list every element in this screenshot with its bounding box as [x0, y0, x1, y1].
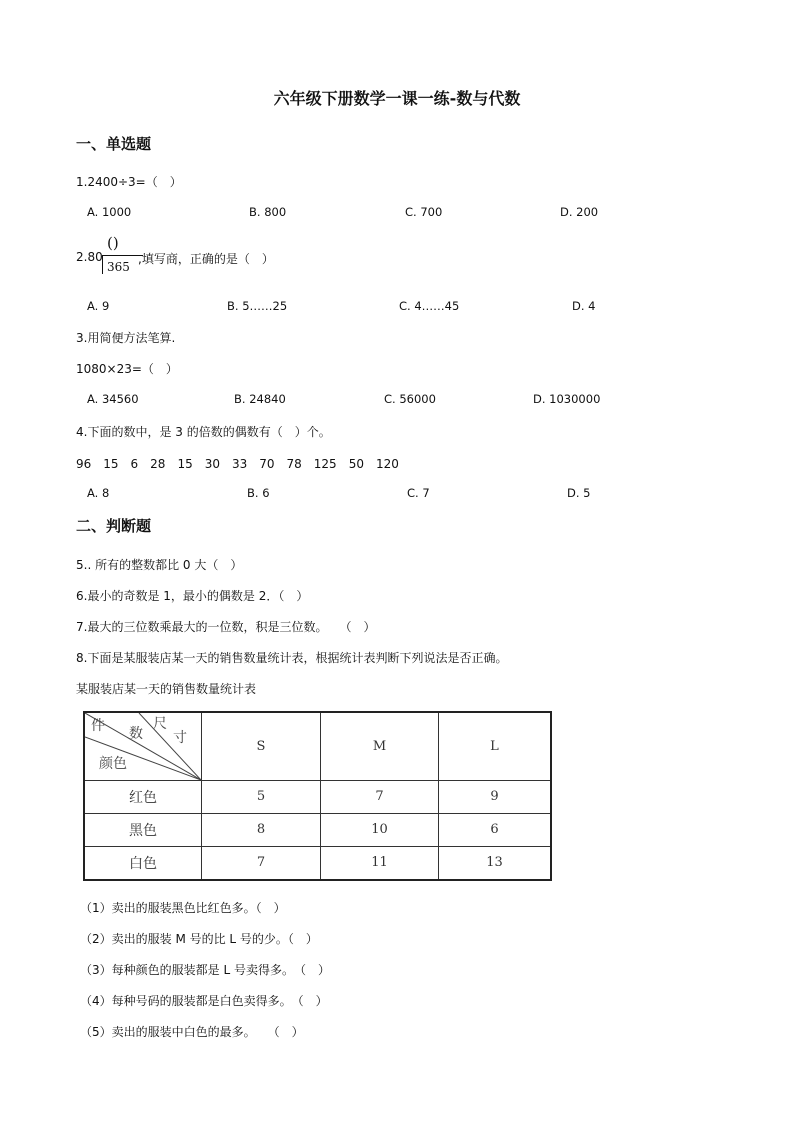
row-label-black: 黑色 [84, 813, 202, 846]
table-cell: 10 [321, 813, 439, 846]
question-5: 5.. 所有的整数都比 0 大（ ） [76, 558, 243, 572]
section-heading-true-false: 二、判断题 [76, 517, 152, 535]
section-heading-single-choice: 一、单选题 [76, 135, 152, 153]
statement-3: （3）每种颜色的服装都是 L 号卖得多。 （ ） [80, 963, 330, 977]
diagonal-header-cell [84, 712, 202, 781]
question-4-stem: 4.下面的数中，是 3 的倍数的偶数有（ ）个。 [76, 425, 331, 439]
table-title: 某服装店某一天的销售数量统计表 [76, 682, 257, 696]
q1-option-c: C. 700 [405, 205, 443, 219]
table-cell: 5 [202, 781, 321, 814]
question-4-numbers: 96 15 6 28 15 30 33 70 78 125 50 120 [76, 457, 399, 471]
diag-label-chi: 尺 [153, 716, 167, 732]
diag-label-color: 颜色 [99, 756, 127, 772]
table-cell: 6 [439, 813, 552, 846]
q3-option-c: C. 56000 [384, 392, 436, 406]
table-cell: 11 [321, 846, 439, 880]
question-3-stem: 3.用简便方法笔算. [76, 331, 176, 345]
table-cell: 13 [439, 846, 552, 880]
q4-option-d: D. 5 [567, 486, 591, 500]
table-cell: 9 [439, 781, 552, 814]
q1-option-d: D. 200 [560, 205, 599, 219]
table-header-row [84, 712, 551, 781]
row-label-red: 红色 [84, 781, 202, 814]
diag-label-jian: 件 [91, 718, 105, 734]
statement-2: （2）卖出的服装 M 号的比 L 号的少。（ ） [80, 932, 318, 946]
q4-option-a: A. 8 [87, 486, 110, 500]
row-label-white: 白色 [84, 846, 202, 880]
question-1-stem: 1.2400÷3=（ ） [76, 175, 182, 189]
q1-option-a: A. 1000 [87, 205, 132, 219]
q3-option-a: A. 34560 [87, 392, 139, 406]
column-header-s: S [202, 712, 321, 781]
q2-option-b: B. 5……25 [227, 299, 288, 313]
q3-option-b: B. 24840 [234, 392, 286, 406]
question-7: 7.最大的三位数乘最大的一位数，积是三位数。 （ ） [76, 620, 376, 634]
q2-option-a: A. 9 [87, 299, 110, 313]
column-header-l: L [439, 712, 552, 781]
q2-quotient-blank: () [107, 234, 119, 252]
question-3-expression: 1080×23=（ ） [76, 362, 178, 376]
diag-label-cun: 寸 [173, 730, 187, 746]
table-cell: 8 [202, 813, 321, 846]
q2-divisor: 365 [107, 260, 130, 274]
q2-option-c: C. 4……45 [399, 299, 460, 313]
statement-4: （4）每种号码的服装都是白色卖得多。 （ ） [80, 994, 328, 1008]
q4-option-c: C. 7 [407, 486, 430, 500]
q2-dividend: 2.80 [76, 250, 103, 264]
table-row [84, 846, 551, 880]
q2-option-d: D. 4 [572, 299, 596, 313]
q2-stem-text: ,填写商，正确的是（ ） [138, 252, 274, 266]
question-6: 6.最小的奇数是 1，最小的偶数是 2．（ ） [76, 589, 309, 603]
page-title: 六年级下册数学一课一练-数与代数 [273, 89, 521, 108]
q4-option-b: B. 6 [247, 486, 270, 500]
question-8-stem: 8.下面是某服装店某一天的销售数量统计表，根据统计表判断下列说法是否正确。 [76, 651, 508, 665]
table-cell: 7 [321, 781, 439, 814]
sales-table [83, 711, 552, 881]
statement-1: （1）卖出的服装黑色比红色多。（ ） [80, 901, 286, 915]
table-row [84, 781, 551, 814]
column-header-m: M [321, 712, 439, 781]
table-row [84, 813, 551, 846]
table-cell: 7 [202, 846, 321, 880]
diag-label-shu: 数 [129, 726, 143, 742]
q3-option-d: D. 1030000 [533, 392, 601, 406]
q1-option-b: B. 800 [249, 205, 287, 219]
statement-5: （5）卖出的服装中白色的最多。 （ ） [80, 1025, 304, 1039]
